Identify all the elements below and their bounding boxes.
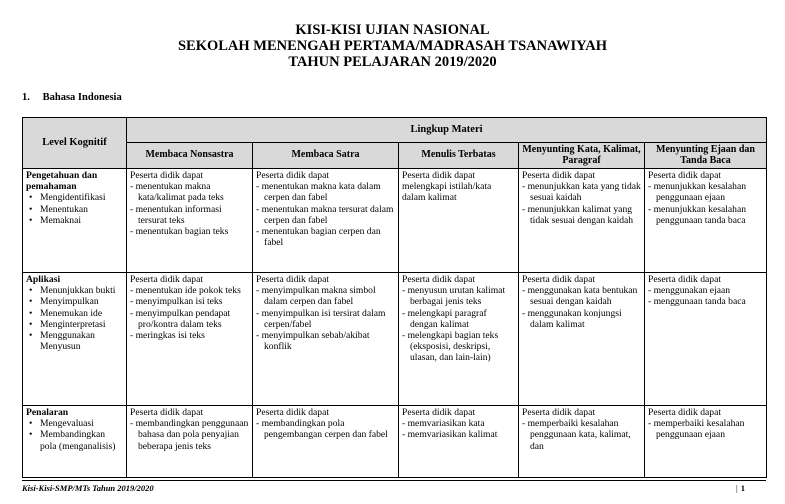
list-item: - menggunakan konjungsi dalam kalimat — [522, 308, 641, 330]
materi-cell — [645, 406, 767, 478]
cell-list — [130, 418, 249, 452]
level-list — [26, 285, 123, 352]
section-title: Bahasa Indonesia — [42, 92, 122, 103]
level-item: • Memaknai — [40, 215, 123, 226]
materi-cell — [127, 406, 253, 478]
materi-cell — [127, 169, 253, 273]
materi-cell — [519, 406, 645, 478]
column-header: Menulis Terbatas — [399, 143, 519, 169]
column-header: Membaca Satra — [253, 143, 399, 169]
cell-list — [256, 418, 395, 440]
level-title: Aplikasi — [26, 274, 61, 285]
materi-cell — [399, 169, 519, 273]
column-header: Membaca Nonsastra — [127, 143, 253, 169]
materi-cell — [645, 169, 767, 273]
level-item: • Menginterpretasi — [40, 319, 123, 330]
level-cell — [23, 406, 127, 478]
level-kognitif-header: Level Kognitif — [23, 118, 127, 169]
cell-intro: Peserta didik dapat — [648, 407, 721, 418]
list-item: - menggunakan ejaan — [648, 285, 763, 296]
level-title: Penalaran — [26, 407, 69, 418]
list-item: - melengkapi bagian teks (eksposisi, deskripsi, ulasan, dan lain-lain) — [402, 330, 515, 364]
lingkup-materi-header: Lingkup Materi — [127, 118, 767, 143]
cell-intro: Peserta didik dapat — [130, 170, 203, 181]
cell-intro: Peserta didik dapat — [648, 170, 721, 181]
list-item: - menentukan bagian cerpen dan fabel — [256, 226, 395, 248]
list-item: - memperbaiki kesalahan penggunaan ejaan — [648, 418, 763, 440]
cell-list — [522, 285, 641, 330]
level-item: • Membandingkan pola (menganalisis) — [40, 429, 123, 451]
cell-list — [256, 285, 395, 352]
list-item: - menyimpulkan makna simbol dalam cerpen dan fabel — [256, 285, 395, 307]
level-item: • Menyimpulkan — [40, 296, 123, 307]
column-header: Menyunting Ejaan dan Tanda Baca — [645, 143, 767, 169]
materi-cell — [519, 273, 645, 406]
level-item: • Menemukan ide — [40, 308, 123, 319]
list-item: - menunjukkan kalimat yang tidak sesuai dengan kaidah — [522, 204, 641, 226]
list-item: - menyusun urutan kalimat berbagai jenis teks — [402, 285, 515, 307]
list-item: - memperbaiki kesalahan penggunaan kata, kalimat, dan — [522, 418, 641, 452]
materi-cell — [399, 273, 519, 406]
cell-intro: Peserta didik dapat — [256, 407, 329, 418]
cell-intro: Peserta didik dapat melengkapi istilah/kata dalam kalimat — [402, 170, 492, 204]
level-item: • Menentukan — [40, 204, 123, 215]
level-cell — [23, 169, 127, 273]
cell-list — [522, 418, 641, 452]
cell-intro: Peserta didik dapat — [522, 274, 595, 285]
footer-separator: | — [736, 483, 738, 493]
level-item: • Mengevaluasi — [40, 418, 123, 429]
materi-cell — [253, 273, 399, 406]
materi-cell — [253, 406, 399, 478]
list-item: - memvariasikan kalimat — [402, 429, 515, 440]
list-item: - menentukan ide pokok teks — [130, 285, 249, 296]
list-item: - memvariasikan kata — [402, 418, 515, 429]
list-item: - menunjukkan kesalahan penggunaan ejaan — [648, 181, 763, 203]
column-header: Menyunting Kata, Kalimat, Paragraf — [519, 143, 645, 169]
list-item: - menunjukkan kesalahan penggunaan tanda baca — [648, 204, 763, 226]
cell-intro: Peserta didik dapat — [256, 170, 329, 181]
list-item: - menyimpulkan isi teks — [130, 296, 249, 307]
list-item: - menentukan bagian teks — [130, 226, 249, 237]
level-cell — [23, 273, 127, 406]
level-list — [26, 192, 123, 226]
list-item: - membandingkan penggunaan bahasa dan pola penyajian beberapa jenis teks — [130, 418, 249, 452]
page-number-value: 1 — [740, 483, 745, 493]
cell-list — [130, 181, 249, 237]
title-line-2: SEKOLAH MENENGAH PERTAMA/MADRASAH TSANAWIYAH — [177, 38, 608, 54]
cell-intro: Peserta didik dapat — [130, 407, 203, 418]
level-item: • Menunjukkan bukti — [40, 285, 123, 296]
cell-intro: Peserta didik dapat — [130, 274, 203, 285]
list-item: - membandingkan pola pengembangan cerpen dan fabel — [256, 418, 395, 440]
list-item: - menyimpulkan isi tersirat dalam cerpen/fabel — [256, 308, 395, 330]
cell-list — [648, 181, 763, 226]
list-item: - menentukan makna tersurat dalam cerpen dan fabel — [256, 204, 395, 226]
level-list — [26, 418, 123, 452]
table-row — [23, 169, 767, 273]
list-item: - menentukan makna kata dalam cerpen dan fabel — [256, 181, 395, 203]
cell-list — [648, 285, 763, 307]
list-item: - menentukan informasi tersurat teks — [130, 204, 249, 226]
materi-cell — [645, 273, 767, 406]
materi-cell — [253, 169, 399, 273]
document-title — [0, 22, 785, 70]
cell-list — [130, 285, 249, 341]
section-number: 1. — [22, 92, 30, 103]
list-item: - menentukan makna kata/kalimat pada teks — [130, 181, 249, 203]
cell-list — [648, 418, 763, 440]
list-item: - menyimpulkan sebab/akibat konflik — [256, 330, 395, 352]
level-item: • Mengidentifikasi — [40, 192, 123, 203]
cell-list — [522, 181, 641, 226]
cell-intro: Peserta didik dapat — [256, 274, 329, 285]
list-item: - menyimpulkan pendapat pro/kontra dalam teks — [130, 308, 249, 330]
cell-list — [402, 418, 515, 440]
table-row — [23, 273, 767, 406]
cell-intro: Peserta didik dapat — [402, 274, 475, 285]
list-item: - menggunakan kata bentukan sesuai dengan kaidah — [522, 285, 641, 307]
list-item: - melengkapi paragraf dengan kalimat — [402, 308, 515, 330]
materi-cell — [519, 169, 645, 273]
materi-cell — [127, 273, 253, 406]
level-item: • Menggunakan Menyusun — [40, 330, 123, 352]
table-row — [23, 406, 767, 478]
cell-intro: Peserta didik dapat — [402, 407, 475, 418]
list-item: - menunjukkan kata yang tidak sesuai kaidah — [522, 181, 641, 203]
section-heading — [22, 92, 122, 103]
cell-intro: Peserta didik dapat — [522, 407, 595, 418]
list-item: - meringkas isi teks — [130, 330, 249, 341]
title-line-1: KISI-KISI UJIAN NASIONAL — [295, 22, 490, 38]
cell-list — [256, 181, 395, 248]
cell-intro: Peserta didik dapat — [522, 170, 595, 181]
footer-text: Kisi-Kisi-SMP/MTs Tahun 2019/2020 — [22, 483, 154, 493]
list-item: - menggunaan tanda baca — [648, 296, 763, 307]
cell-list — [402, 285, 515, 363]
title-line-3: TAHUN PELAJARAN 2019/2020 — [288, 54, 497, 70]
cell-intro: Peserta didik dapat — [648, 274, 721, 285]
materi-cell — [399, 406, 519, 478]
page-number — [736, 483, 745, 493]
level-title: Pengetahuan dan pemahaman — [26, 170, 98, 193]
kisi-kisi-table — [22, 117, 767, 478]
footer-divider — [22, 480, 766, 481]
